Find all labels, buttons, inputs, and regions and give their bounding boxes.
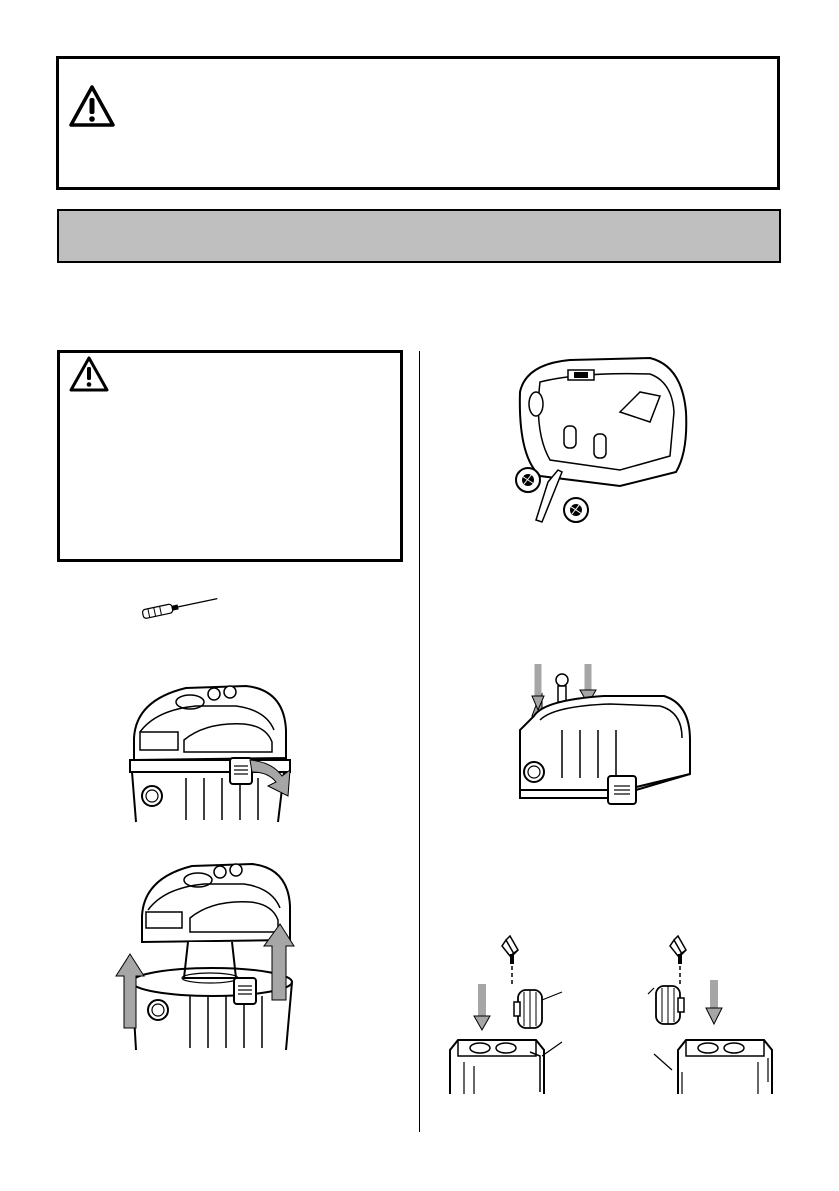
warning-box [56,56,780,190]
warning-triangle-icon [68,84,116,128]
release-latch-illustration [126,680,302,822]
lift-powerhead-illustration [112,860,302,1050]
screwdriver-icon [140,594,220,618]
caster-base-illustration [500,352,692,532]
warning-triangle-icon [69,356,109,392]
section-heading-bar [57,209,781,263]
insert-caster-holders-illustration [514,660,694,806]
attach-caster-left-illustration [444,932,574,1094]
attach-caster-right-illustration [648,932,780,1094]
column-divider [419,351,420,1132]
